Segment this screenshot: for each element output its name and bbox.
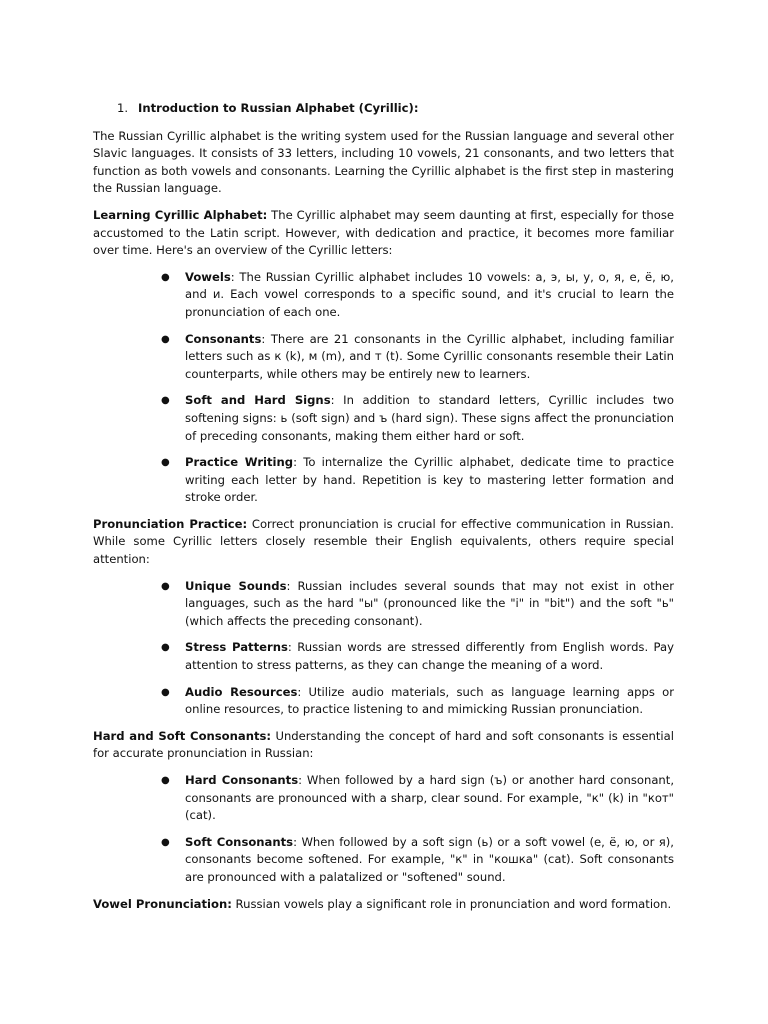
paragraph-text: Correct pronunciation is crucial for effective communication in Russian. While some Cyrillic letters closely resemble their English equivalents, others require special attention: <box>93 516 674 567</box>
list-item <box>93 454 674 507</box>
list-item <box>93 331 674 384</box>
item-term: Hard Consonants <box>185 773 299 787</box>
paragraph-label: Vowel Pronunciation: <box>93 896 232 911</box>
item-text: : There are 21 consonants in the Cyrillic alphabet, including familiar letters such as к (k), м (m), and т (t). Some Cyrillic consonants resemble their Latin counterparts, while others may be entirely new to learners. <box>185 331 674 381</box>
item-text: : Russian includes several sounds that may not exist in other languages, such as the hard "ы" (pronounced like the "i" in "bit") and the soft "ь" (which affects the preceding consonant). <box>185 578 674 628</box>
bullet-icon: ● <box>161 836 170 848</box>
item-text: : Russian words are stressed differently from English words. Pay attention to stress patterns, as they can change the meaning of a word. <box>185 640 674 673</box>
item-text: : To internalize the Cyrillic alphabet, dedicate time to practice writing each letter by hand. Repetition is key to mastering letter formation and stroke order. <box>185 455 674 505</box>
paragraph-label: Hard and Soft Consonants: <box>93 728 272 743</box>
paragraph-pronunciation-practice <box>93 516 674 569</box>
bullet-list-consonants <box>93 772 674 887</box>
paragraph-text: Russian vowels play a significant role in pronunciation and word formation. <box>231 896 672 911</box>
intro-paragraph: The Russian Cyrillic alphabet is the writing system used for the Russian language and several other Slavic languages. It consists of 33 letters, including 10 vowels, 21 consonants, and two letters that function as both vowels and consonants. Learning the Cyrillic alphabet is the first step in mastering the Russian language. <box>93 128 674 196</box>
bullet-icon: ● <box>161 395 170 407</box>
paragraph-label: Pronunciation Practice: <box>93 516 248 531</box>
bullet-list-pronunciation <box>93 578 674 719</box>
list-item <box>93 684 674 719</box>
item-term: Unique Sounds <box>185 578 287 593</box>
bullet-list-letters <box>93 269 674 507</box>
paragraph-text: Understanding the concept of hard and soft consonants is essential for accurate pronunciation in Russian: <box>93 728 674 761</box>
item-text: : When followed by a hard sign (ъ) or another hard consonant, consonants are pronounced with a sharp, clear sound. For example, "к" (k) in "кот" (cat). <box>185 773 674 823</box>
bullet-icon: ● <box>161 271 170 283</box>
item-term: Soft Consonants <box>185 834 294 849</box>
paragraph-text: The Cyrillic alphabet may seem daunting at first, especially for those accustomed to the Latin script. However, with dedication and practice, it becomes more familiar over time. Here's an overview of the Cyrillic letters: <box>93 207 674 258</box>
heading-title: Introduction to Russian Alphabet (Cyrillic): <box>138 101 419 115</box>
item-term: Practice Writing <box>185 455 294 470</box>
bullet-icon: ● <box>161 580 170 592</box>
paragraph-learning-cyrillic <box>93 207 674 260</box>
paragraph-vowel-pronunciation <box>93 896 674 914</box>
list-item <box>93 269 674 322</box>
bullet-icon: ● <box>161 457 170 469</box>
item-term: Soft and Hard Signs <box>185 393 331 408</box>
item-text: : The Russian Cyrillic alphabet includes 10 vowels: а, э, ы, у, о, я, е, ё, ю, and и. Each vowel corresponds to a specific sound, and it's crucial to learn the pronunciation of each one. <box>185 269 674 319</box>
item-text: : Utilize audio materials, such as language learning apps or online resources, to practice listening to and mimicking Russian pronunciation. <box>185 684 675 717</box>
item-term: Vowels <box>185 269 231 284</box>
document-page <box>93 100 674 922</box>
list-item <box>93 639 674 674</box>
item-term: Consonants <box>185 331 262 346</box>
item-term: Audio Resources <box>185 684 298 699</box>
paragraph-label: Learning Cyrillic Alphabet: <box>93 207 268 222</box>
item-term: Stress Patterns <box>185 640 288 655</box>
item-text: : When followed by a soft sign (ь) or a soft vowel (е, ё, ю, or я), consonants become softened. For example, "к" in "кошка" (cat). Soft consonants are pronounced with a palatalized or "softened" sound. <box>185 834 674 884</box>
list-item <box>93 772 674 825</box>
heading-number: 1. <box>117 101 129 115</box>
list-item <box>93 392 674 445</box>
bullet-icon: ● <box>161 333 170 345</box>
list-item <box>93 834 674 887</box>
bullet-icon: ● <box>161 775 170 786</box>
item-text: : In addition to standard letters, Cyrillic includes two softening signs: ь (soft sign) and ъ (hard sign). These signs affect the pronunciation of preceding consonants, making them either hard or soft. <box>185 393 674 443</box>
list-item <box>93 578 674 631</box>
paragraph-hard-soft-consonants <box>93 728 674 763</box>
bullet-icon: ● <box>161 686 170 698</box>
bullet-icon: ● <box>161 642 170 654</box>
section-heading <box>93 100 674 118</box>
